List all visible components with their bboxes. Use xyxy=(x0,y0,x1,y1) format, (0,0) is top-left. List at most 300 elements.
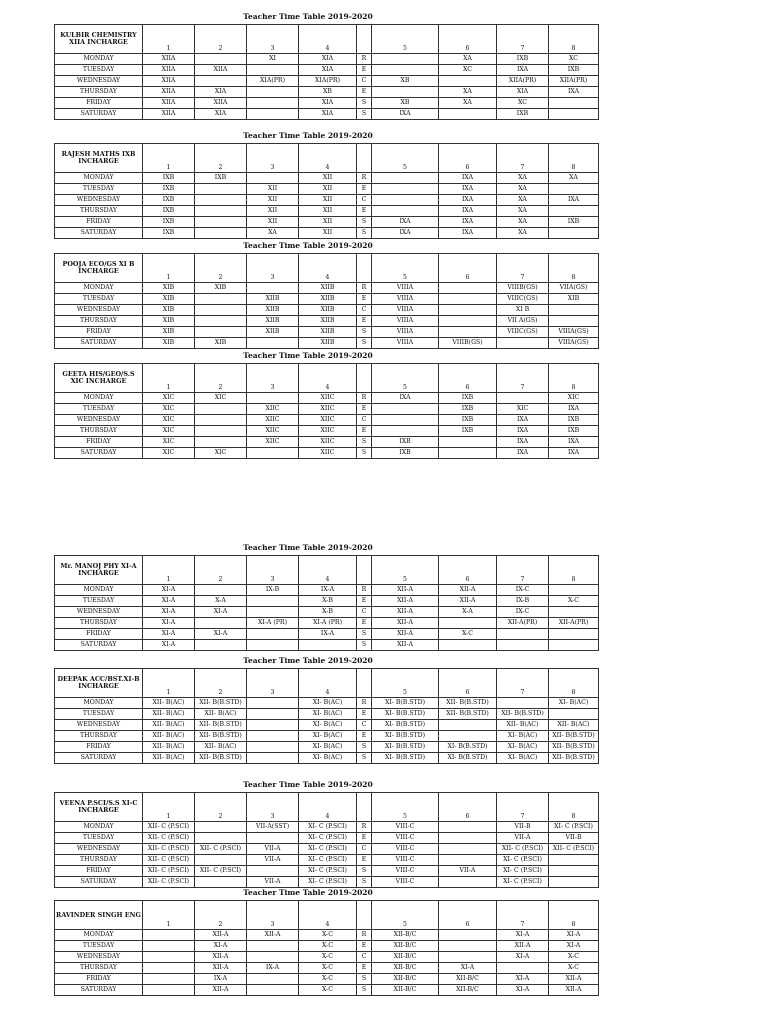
class-cell: XI-A xyxy=(549,941,599,952)
table-row xyxy=(55,437,599,448)
class-cell: VIIIB(GS) xyxy=(439,338,497,349)
class-cell xyxy=(143,941,195,952)
recess-cell: C xyxy=(357,952,372,963)
table-row xyxy=(55,184,599,195)
class-cell xyxy=(143,974,195,985)
class-cell xyxy=(439,327,497,338)
period-header: 2 xyxy=(195,793,247,822)
header-row xyxy=(55,793,599,822)
recess-cell: C xyxy=(357,720,372,731)
class-cell: IXB xyxy=(549,426,599,437)
class-cell xyxy=(372,54,439,65)
class-cell: IXB xyxy=(143,184,195,195)
class-cell: XI- B(AC) xyxy=(299,742,357,753)
period-header: 8 xyxy=(549,364,599,393)
class-cell: XI-A xyxy=(497,985,549,996)
class-cell: XIIA xyxy=(143,98,195,109)
period-header: 6 xyxy=(439,144,497,173)
class-cell: XI- B(B.STD) xyxy=(372,731,439,742)
day-cell: WEDNESDAY xyxy=(55,415,143,426)
period-header xyxy=(357,254,372,283)
class-cell: IX-A xyxy=(299,629,357,640)
class-cell: XIIB xyxy=(299,283,357,294)
class-cell: XI- C (P.SCI) xyxy=(299,822,357,833)
period-header: 3 xyxy=(247,669,299,698)
recess-cell: S xyxy=(357,753,372,764)
period-header: 1 xyxy=(143,669,195,698)
class-cell: IXA xyxy=(439,173,497,184)
recess-cell: E xyxy=(357,426,372,437)
class-cell: IXB xyxy=(549,217,599,228)
class-cell xyxy=(195,833,247,844)
day-cell: THURSDAY xyxy=(55,731,143,742)
period-header: 1 xyxy=(143,793,195,822)
class-cell: IXA xyxy=(439,184,497,195)
class-cell: XIIB xyxy=(299,327,357,338)
class-cell: VIIIA xyxy=(372,327,439,338)
class-cell: VIII-C xyxy=(372,833,439,844)
timetable-veena xyxy=(54,792,599,888)
class-cell xyxy=(439,952,497,963)
class-cell: IX-C xyxy=(497,607,549,618)
class-cell: XI- B(B.STD) xyxy=(372,720,439,731)
recess-cell: S xyxy=(357,877,372,888)
class-cell: XIA(PR) xyxy=(299,76,357,87)
period-header: 3 xyxy=(247,144,299,173)
class-cell: XII- B(B.STD) xyxy=(195,753,247,764)
timetable-ravinder xyxy=(54,900,599,996)
class-cell xyxy=(497,698,549,709)
header-row xyxy=(55,556,599,585)
recess-cell: S xyxy=(357,437,372,448)
class-cell: XI-A xyxy=(143,607,195,618)
recess-cell: E xyxy=(357,65,372,76)
class-cell xyxy=(372,195,439,206)
period-header: 7 xyxy=(497,25,549,54)
class-cell xyxy=(372,415,439,426)
class-cell: XIIA(PR) xyxy=(497,76,549,87)
timetable-rajesh xyxy=(54,143,599,239)
period-header: 8 xyxy=(549,901,599,930)
period-header: 1 xyxy=(143,901,195,930)
class-cell: XII-A xyxy=(372,629,439,640)
period-header: 2 xyxy=(195,25,247,54)
class-cell: XIB xyxy=(143,327,195,338)
recess-cell: S xyxy=(357,866,372,877)
class-cell: XIB xyxy=(143,338,195,349)
class-cell: XI-A xyxy=(439,963,497,974)
class-cell: XII- B(B.STD) xyxy=(195,720,247,731)
class-cell: XII- B(B.STD) xyxy=(549,753,599,764)
class-cell: VIIIA xyxy=(372,294,439,305)
class-cell: IXB xyxy=(549,415,599,426)
class-cell: X-C xyxy=(439,629,497,640)
class-cell: IXB xyxy=(372,437,439,448)
class-cell: XA xyxy=(497,206,549,217)
class-cell xyxy=(372,173,439,184)
table-row xyxy=(55,87,599,98)
class-cell: XII- B(B.STD) xyxy=(195,698,247,709)
class-cell: XII xyxy=(299,184,357,195)
class-cell: XIIB xyxy=(247,316,299,327)
timetable-title: Teacher Time Table 2019-2020 xyxy=(243,656,373,665)
class-cell: XII-B/C xyxy=(372,941,439,952)
class-cell: IXA xyxy=(549,404,599,415)
day-cell: FRIDAY xyxy=(55,742,143,753)
recess-cell: R xyxy=(357,393,372,404)
teacher-name: KULBIR CHEMISTRY XIIA INCHARGE xyxy=(55,25,143,54)
class-cell: XII-A xyxy=(372,607,439,618)
table-row xyxy=(55,195,599,206)
class-cell: IXA xyxy=(372,109,439,120)
class-cell xyxy=(372,87,439,98)
recess-cell: E xyxy=(357,206,372,217)
timetable-geeta xyxy=(54,363,599,459)
class-cell: XI-A xyxy=(143,629,195,640)
class-cell: XII-A xyxy=(195,963,247,974)
class-cell xyxy=(549,640,599,651)
class-cell: VIIIC(GS) xyxy=(497,327,549,338)
class-cell xyxy=(439,822,497,833)
period-header: 1 xyxy=(143,144,195,173)
class-cell xyxy=(247,742,299,753)
header-row xyxy=(55,901,599,930)
period-header xyxy=(357,364,372,393)
class-cell: VII-B xyxy=(549,833,599,844)
period-header: 4 xyxy=(299,556,357,585)
class-cell xyxy=(549,305,599,316)
class-cell: XII- C (P.SCI) xyxy=(195,866,247,877)
class-cell: XII-B/C xyxy=(372,974,439,985)
class-cell: XI- B(AC) xyxy=(497,731,549,742)
header-row xyxy=(55,144,599,173)
class-cell: XII- B(B.STD) xyxy=(439,698,497,709)
class-cell xyxy=(372,184,439,195)
class-cell: XI-A (PR) xyxy=(247,618,299,629)
class-cell: XII-A(PR) xyxy=(497,618,549,629)
class-cell: IXB xyxy=(497,54,549,65)
recess-cell: C xyxy=(357,195,372,206)
day-cell: TUESDAY xyxy=(55,833,143,844)
class-cell: XIC xyxy=(497,404,549,415)
class-cell: IXA xyxy=(497,65,549,76)
timetable-title: Teacher Time Table 2019-2020 xyxy=(243,780,373,789)
class-cell: VIII-C xyxy=(372,877,439,888)
class-cell: XII-A xyxy=(195,930,247,941)
class-cell: XII- C (P.SCI) xyxy=(143,822,195,833)
recess-cell: S xyxy=(357,640,372,651)
class-cell: XIIA xyxy=(143,54,195,65)
day-cell: SATURDAY xyxy=(55,109,143,120)
day-cell: MONDAY xyxy=(55,585,143,596)
period-header: 7 xyxy=(497,254,549,283)
class-cell xyxy=(439,833,497,844)
class-cell: XII xyxy=(247,184,299,195)
class-cell: IXA xyxy=(497,426,549,437)
class-cell: VII-A xyxy=(247,855,299,866)
class-cell: X-A xyxy=(439,607,497,618)
class-cell: XII- C (P.SCI) xyxy=(143,855,195,866)
class-cell xyxy=(549,316,599,327)
day-cell: THURSDAY xyxy=(55,855,143,866)
class-cell: XII- B(AC) xyxy=(195,742,247,753)
class-cell: XI- B(B.STD) xyxy=(439,742,497,753)
class-cell xyxy=(549,228,599,239)
class-cell: XII- B(AC) xyxy=(143,753,195,764)
day-cell: MONDAY xyxy=(55,822,143,833)
class-cell: IXA xyxy=(497,437,549,448)
recess-cell: R xyxy=(357,173,372,184)
timetable-kulbir xyxy=(54,24,599,120)
header-row xyxy=(55,254,599,283)
period-header: 6 xyxy=(439,901,497,930)
period-header xyxy=(357,144,372,173)
table-row xyxy=(55,283,599,294)
class-cell: XA xyxy=(247,228,299,239)
class-cell: XIB xyxy=(143,305,195,316)
class-cell xyxy=(195,217,247,228)
class-cell: XIIA xyxy=(143,109,195,120)
day-cell: SATURDAY xyxy=(55,753,143,764)
class-cell xyxy=(195,294,247,305)
class-cell xyxy=(439,76,497,87)
class-cell xyxy=(439,305,497,316)
class-cell xyxy=(247,866,299,877)
class-cell: IXA xyxy=(549,195,599,206)
class-cell: XI- C (P.SCI) xyxy=(299,855,357,866)
day-cell: WEDNESDAY xyxy=(55,195,143,206)
class-cell: XIA xyxy=(299,54,357,65)
period-header: 5 xyxy=(372,556,439,585)
class-cell xyxy=(549,109,599,120)
class-cell xyxy=(439,437,497,448)
table-row xyxy=(55,963,599,974)
class-cell: IXA xyxy=(549,437,599,448)
table-row xyxy=(55,607,599,618)
teacher-name: RAJESH MATHS IXB INCHARGE xyxy=(55,144,143,173)
class-cell: XII- B(AC) xyxy=(195,709,247,720)
class-cell: XIIA xyxy=(195,65,247,76)
class-cell: XII-A xyxy=(439,585,497,596)
class-cell: XI- C (P.SCI) xyxy=(549,822,599,833)
class-cell: IXB xyxy=(372,448,439,459)
class-cell xyxy=(247,985,299,996)
class-cell xyxy=(439,109,497,120)
class-cell: XII- C (P.SCI) xyxy=(143,833,195,844)
class-cell xyxy=(195,415,247,426)
class-cell: X-A xyxy=(195,596,247,607)
recess-cell: R xyxy=(357,698,372,709)
class-cell xyxy=(195,618,247,629)
class-cell: XIC xyxy=(143,393,195,404)
class-cell xyxy=(439,731,497,742)
class-cell: XIIC xyxy=(247,426,299,437)
class-cell: XA xyxy=(497,184,549,195)
class-cell: XIIA xyxy=(143,65,195,76)
class-cell xyxy=(247,833,299,844)
recess-cell: R xyxy=(357,585,372,596)
table-row xyxy=(55,305,599,316)
class-cell: X-C xyxy=(299,985,357,996)
class-cell: XA xyxy=(497,173,549,184)
class-cell: XII xyxy=(247,217,299,228)
recess-cell: S xyxy=(357,228,372,239)
table-row xyxy=(55,822,599,833)
day-cell: FRIDAY xyxy=(55,866,143,877)
class-cell: XI- C (P.SCI) xyxy=(299,866,357,877)
class-cell: IXB xyxy=(497,109,549,120)
class-cell: XI- B(B.STD) xyxy=(439,753,497,764)
class-cell xyxy=(439,941,497,952)
class-cell xyxy=(247,109,299,120)
class-cell: VIII-C xyxy=(372,866,439,877)
recess-cell: E xyxy=(357,833,372,844)
class-cell: XII-B/C xyxy=(372,963,439,974)
class-cell: IXA xyxy=(372,393,439,404)
teacher-name: GEETA HIS/GEO/S.S XIC INCHARGE xyxy=(55,364,143,393)
day-cell: THURSDAY xyxy=(55,316,143,327)
class-cell xyxy=(247,640,299,651)
timetable-title: Teacher Time Table 2019-2020 xyxy=(243,12,373,21)
class-cell: XA xyxy=(439,87,497,98)
class-cell: XI- B(B.STD) xyxy=(372,742,439,753)
class-cell: VIIIA(GS) xyxy=(549,338,599,349)
class-cell xyxy=(497,963,549,974)
class-cell: X-C xyxy=(299,930,357,941)
period-header: 3 xyxy=(247,901,299,930)
class-cell: IXA xyxy=(549,87,599,98)
class-cell: XII- C (P.SCI) xyxy=(549,844,599,855)
timetable-deepak xyxy=(54,668,599,764)
class-cell: XII xyxy=(299,195,357,206)
class-cell: XIB xyxy=(549,294,599,305)
class-cell: XI-A xyxy=(549,930,599,941)
period-header: 2 xyxy=(195,364,247,393)
period-header: 8 xyxy=(549,25,599,54)
class-cell: XI-A xyxy=(195,629,247,640)
class-cell xyxy=(195,206,247,217)
recess-cell: E xyxy=(357,87,372,98)
period-header: 6 xyxy=(439,254,497,283)
class-cell xyxy=(549,629,599,640)
class-cell: XI- C (P.SCI) xyxy=(299,877,357,888)
class-cell: XIIB xyxy=(299,294,357,305)
period-header: 3 xyxy=(247,25,299,54)
class-cell: XII-A xyxy=(247,930,299,941)
class-cell: XI-A xyxy=(143,585,195,596)
class-cell xyxy=(372,206,439,217)
class-cell xyxy=(247,596,299,607)
class-cell xyxy=(299,640,357,651)
table-row xyxy=(55,698,599,709)
day-cell: SATURDAY xyxy=(55,448,143,459)
class-cell: IX-C xyxy=(497,585,549,596)
day-cell: WEDNESDAY xyxy=(55,952,143,963)
recess-cell: R xyxy=(357,283,372,294)
class-cell: XIB xyxy=(195,283,247,294)
class-cell: XA xyxy=(497,195,549,206)
timetable-title: Teacher Time Table 2019-2020 xyxy=(243,888,373,897)
teacher-name: POOJA ECO/GS XI B INCHARGE xyxy=(55,254,143,283)
class-cell: X-B xyxy=(299,596,357,607)
class-cell: XII- C (P.SCI) xyxy=(195,844,247,855)
recess-cell: S xyxy=(357,327,372,338)
class-cell xyxy=(247,98,299,109)
day-cell: MONDAY xyxy=(55,54,143,65)
class-cell: XI-A xyxy=(195,941,247,952)
class-cell xyxy=(247,720,299,731)
day-cell: THURSDAY xyxy=(55,426,143,437)
day-cell: MONDAY xyxy=(55,393,143,404)
class-cell: XII- B(AC) xyxy=(143,742,195,753)
class-cell: XI-A xyxy=(497,974,549,985)
class-cell: XI- B(B.STD) xyxy=(372,753,439,764)
class-cell: XI- B(AC) xyxy=(299,720,357,731)
class-cell: XI- B(AC) xyxy=(299,709,357,720)
class-cell: XIIC xyxy=(299,426,357,437)
class-cell: XIIC xyxy=(247,437,299,448)
class-cell: XIA xyxy=(195,109,247,120)
class-cell: IXB xyxy=(143,217,195,228)
day-cell: TUESDAY xyxy=(55,941,143,952)
class-cell: XIC xyxy=(195,393,247,404)
teacher-name: RAVINDER SINGH ENG xyxy=(55,901,143,930)
class-cell: IXA xyxy=(439,206,497,217)
period-header: 2 xyxy=(195,556,247,585)
class-cell: XII- B(AC) xyxy=(497,720,549,731)
timetable-title: Teacher Time Table 2019-2020 xyxy=(243,131,373,140)
class-cell: XI-A xyxy=(195,607,247,618)
class-cell: VIIA(GS) xyxy=(549,283,599,294)
class-cell: XII- C (P.SCI) xyxy=(143,877,195,888)
period-header xyxy=(357,793,372,822)
class-cell xyxy=(195,640,247,651)
class-cell: XI- C (P.SCI) xyxy=(299,844,357,855)
class-cell: XI- B(AC) xyxy=(299,698,357,709)
table-row xyxy=(55,855,599,866)
class-cell: XII-B/C xyxy=(372,930,439,941)
table-row xyxy=(55,941,599,952)
period-header: 8 xyxy=(549,669,599,698)
class-cell: XI-A xyxy=(497,930,549,941)
day-cell: FRIDAY xyxy=(55,217,143,228)
teacher-name: DEEPAK ACC/BST.XI-B INCHARGE xyxy=(55,669,143,698)
class-cell: XI- B(B.STD) xyxy=(372,709,439,720)
period-header: 4 xyxy=(299,669,357,698)
day-cell: SATURDAY xyxy=(55,338,143,349)
class-cell: VII-A xyxy=(439,866,497,877)
class-cell xyxy=(439,844,497,855)
class-cell: XIIA xyxy=(143,76,195,87)
table-row xyxy=(55,952,599,963)
table-row xyxy=(55,720,599,731)
class-cell xyxy=(195,54,247,65)
class-cell xyxy=(439,283,497,294)
table-row xyxy=(55,877,599,888)
class-cell: XII-A xyxy=(372,640,439,651)
day-cell: SATURDAY xyxy=(55,985,143,996)
period-header: 6 xyxy=(439,793,497,822)
class-cell: XB xyxy=(372,76,439,87)
class-cell: VIIIA xyxy=(372,283,439,294)
class-cell: XII-B/C xyxy=(439,985,497,996)
timetable-manoj xyxy=(54,555,599,651)
class-cell: XIA(PR) xyxy=(247,76,299,87)
class-cell: XIIC xyxy=(299,448,357,459)
class-cell: XA xyxy=(439,54,497,65)
class-cell xyxy=(195,184,247,195)
class-cell: XII- B(B.STD) xyxy=(549,742,599,753)
